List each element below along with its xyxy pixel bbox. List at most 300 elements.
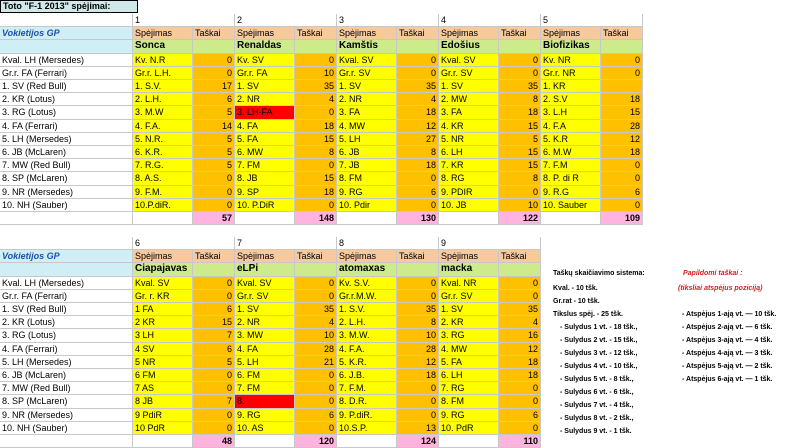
points-cell[interactable]: 35 — [397, 303, 439, 316]
prediction-cell[interactable]: 8. A.S. — [133, 172, 193, 185]
prediction-cell[interactable]: 8. RG — [439, 172, 499, 185]
prediction-cell[interactable]: Gr.r. SV — [439, 67, 499, 80]
prediction-cell[interactable]: 3. MW — [235, 329, 295, 342]
blank-cell[interactable] — [397, 263, 439, 276]
prediction-cell[interactable]: 2. L.H. — [133, 93, 193, 106]
player-name[interactable]: Sonca — [133, 40, 193, 53]
blank-cell[interactable] — [295, 40, 337, 53]
points-cell[interactable]: 18 — [295, 186, 337, 199]
prediction-cell[interactable]: 7. R.G. — [133, 159, 193, 172]
prediction-cell[interactable]: Gr.r. SV — [235, 290, 295, 303]
points-cell[interactable]: 35 — [295, 303, 337, 316]
points-cell[interactable]: 0 — [601, 159, 643, 172]
player-name[interactable]: eLPi — [235, 263, 295, 276]
points-cell[interactable]: 0 — [295, 106, 337, 119]
player-number[interactable]: 2 — [235, 14, 337, 27]
driver-row-label[interactable]: 1. SV (Red Bull) — [0, 303, 133, 316]
prediction-cell[interactable]: 2. NR — [235, 316, 295, 329]
points-cell[interactable]: 6 — [193, 93, 235, 106]
driver-row-label[interactable]: 7. MW (Red Bull) — [0, 382, 133, 395]
points-cell[interactable]: 0 — [295, 395, 337, 408]
prediction-cell[interactable]: Kval. NR — [439, 277, 499, 290]
prediction-cell[interactable]: Gr.r. L.H. — [133, 67, 193, 80]
prediction-cell[interactable]: 10.S.P. — [337, 422, 397, 435]
driver-row-label[interactable]: 8. SP (McLaren) — [0, 395, 133, 408]
prediction-cell[interactable]: 10. P.DiR — [235, 199, 295, 212]
prediction-cell[interactable]: 3. L.H — [541, 106, 601, 119]
prediction-cell[interactable]: 2. NR — [235, 93, 295, 106]
driver-row-label[interactable]: 10. NH (Sauber) — [0, 422, 133, 435]
blank-cell[interactable] — [439, 212, 499, 225]
prediction-cell[interactable]: 3. FA — [439, 106, 499, 119]
total-points[interactable]: 110 — [499, 435, 541, 448]
blank-cell[interactable] — [193, 40, 235, 53]
player-name[interactable]: Biofizikas — [541, 40, 601, 53]
blank-cell[interactable] — [601, 40, 643, 53]
points-cell[interactable]: 0 — [397, 277, 439, 290]
points-cell[interactable]: 0 — [193, 290, 235, 303]
blank-cell[interactable] — [337, 435, 397, 448]
prediction-cell[interactable]: 10.P.diR. — [133, 199, 193, 212]
points-cell[interactable]: 35 — [295, 80, 337, 93]
points-cell[interactable]: 0 — [601, 172, 643, 185]
column-header-points[interactable]: Taškai — [499, 27, 541, 40]
points-cell[interactable]: 7 — [193, 395, 235, 408]
points-cell[interactable]: 15 — [499, 120, 541, 133]
points-cell[interactable]: 6 — [295, 409, 337, 422]
prediction-cell[interactable]: 1. SV — [439, 80, 499, 93]
points-cell[interactable]: 15 — [295, 133, 337, 146]
column-header-points[interactable]: Taškai — [295, 27, 337, 40]
points-cell[interactable]: 5 — [193, 106, 235, 119]
blank-cell[interactable] — [193, 263, 235, 276]
points-cell[interactable]: 16 — [499, 329, 541, 342]
column-header-prediction[interactable]: Spėjimas — [133, 250, 193, 263]
race-name[interactable]: Vokietijos GP — [0, 250, 133, 263]
prediction-cell[interactable]: 8 JB — [133, 395, 193, 408]
prediction-cell[interactable]: 7. F.M — [541, 159, 601, 172]
points-cell[interactable]: 0 — [397, 395, 439, 408]
prediction-cell[interactable]: 5. NR — [439, 133, 499, 146]
points-cell[interactable]: 0 — [193, 54, 235, 67]
points-cell[interactable]: 18 — [397, 369, 439, 382]
column-header-points[interactable]: Taškai — [499, 250, 541, 263]
prediction-cell[interactable]: 3. FA — [337, 106, 397, 119]
driver-row-label[interactable]: 5. LH (Mersedes) — [0, 133, 133, 146]
prediction-cell[interactable]: 5. FA — [439, 356, 499, 369]
points-cell[interactable]: 10 — [295, 329, 337, 342]
player-name[interactable]: Edošius — [439, 40, 499, 53]
points-cell[interactable]: 0 — [499, 186, 541, 199]
prediction-cell[interactable]: 8. — [235, 395, 295, 408]
driver-row-label[interactable]: 6. JB (McLaren) — [0, 146, 133, 159]
blank-cell[interactable] — [499, 40, 541, 53]
driver-row-label[interactable]: 4. FA (Ferrari) — [0, 120, 133, 133]
driver-row-label[interactable]: 5. LH (Mersedes) — [0, 356, 133, 369]
points-cell[interactable]: 0 — [193, 172, 235, 185]
prediction-cell[interactable]: 4. MW — [337, 120, 397, 133]
prediction-cell[interactable]: Kval. SV — [235, 277, 295, 290]
column-header-prediction[interactable]: Spėjimas — [337, 27, 397, 40]
points-cell[interactable]: 7 — [193, 329, 235, 342]
prediction-cell[interactable]: 6. MW — [235, 146, 295, 159]
total-points[interactable]: 48 — [193, 435, 235, 448]
prediction-cell[interactable]: 1. S.V. — [133, 80, 193, 93]
column-header-prediction[interactable]: Spėjimas — [337, 250, 397, 263]
prediction-cell[interactable]: 5. N.R. — [133, 133, 193, 146]
prediction-cell[interactable]: 3. M.W — [133, 106, 193, 119]
points-cell[interactable]: 8 — [397, 146, 439, 159]
prediction-cell[interactable]: 7. FM — [235, 159, 295, 172]
blank-cell[interactable] — [499, 263, 541, 276]
points-cell[interactable]: 0 — [193, 422, 235, 435]
column-header-points[interactable]: Taškai — [601, 27, 643, 40]
prediction-cell[interactable]: 2 KR — [133, 316, 193, 329]
blank-cell[interactable] — [0, 435, 133, 448]
points-cell[interactable]: 14 — [193, 120, 235, 133]
prediction-cell[interactable]: Kv. S.V. — [337, 277, 397, 290]
prediction-cell[interactable]: 10. PdR — [439, 422, 499, 435]
prediction-cell[interactable]: 9. R.G — [541, 186, 601, 199]
points-cell[interactable]: 0 — [499, 54, 541, 67]
prediction-cell[interactable]: Gr.r. NR — [541, 67, 601, 80]
blank-cell[interactable] — [0, 40, 133, 53]
prediction-cell[interactable]: Kval. SV — [133, 277, 193, 290]
prediction-cell[interactable]: 9. RG — [337, 186, 397, 199]
prediction-cell[interactable]: 1. SV — [439, 303, 499, 316]
points-cell[interactable]: 5 — [193, 356, 235, 369]
driver-row-label[interactable]: 9. NR (Mersedes) — [0, 186, 133, 199]
prediction-cell[interactable]: 9. P.diR. — [337, 409, 397, 422]
prediction-cell[interactable]: Kval. SV — [439, 54, 499, 67]
points-cell[interactable]: 6 — [193, 303, 235, 316]
player-number[interactable]: 6 — [133, 237, 235, 250]
prediction-cell[interactable]: 5 NR — [133, 356, 193, 369]
blank-cell[interactable] — [235, 435, 295, 448]
prediction-cell[interactable]: 1. SV — [337, 80, 397, 93]
points-cell[interactable]: 5 — [193, 146, 235, 159]
prediction-cell[interactable]: 1. KR — [541, 80, 601, 93]
points-cell[interactable]: 12 — [499, 343, 541, 356]
points-cell[interactable]: 8 — [397, 316, 439, 329]
points-cell[interactable]: 4 — [499, 316, 541, 329]
total-points[interactable]: 57 — [193, 212, 235, 225]
prediction-cell[interactable]: 8. JB — [235, 172, 295, 185]
points-cell[interactable]: 28 — [397, 343, 439, 356]
points-cell[interactable]: 0 — [397, 172, 439, 185]
blank-cell[interactable] — [0, 14, 133, 27]
blank-cell[interactable] — [0, 237, 133, 250]
points-cell[interactable]: 6 — [601, 186, 643, 199]
blank-cell[interactable] — [235, 212, 295, 225]
prediction-cell[interactable]: 6. LH — [439, 369, 499, 382]
points-cell[interactable]: 35 — [397, 80, 439, 93]
driver-row-label[interactable]: 1. SV (Red Bull) — [0, 80, 133, 93]
total-points[interactable]: 124 — [397, 435, 439, 448]
player-number[interactable]: 5 — [541, 14, 643, 27]
points-cell[interactable]: 0 — [499, 290, 541, 303]
prediction-cell[interactable]: 3. M.W. — [337, 329, 397, 342]
points-cell[interactable]: 15 — [193, 316, 235, 329]
points-cell[interactable]: 35 — [499, 80, 541, 93]
points-cell[interactable]: 8 — [499, 172, 541, 185]
points-cell[interactable]: 5 — [193, 159, 235, 172]
prediction-cell[interactable]: 7. F.M. — [337, 382, 397, 395]
prediction-cell[interactable]: Kv. SV — [235, 54, 295, 67]
points-cell[interactable]: 18 — [295, 120, 337, 133]
column-header-prediction[interactable]: Spėjimas — [541, 27, 601, 40]
column-header-prediction[interactable]: Spėjimas — [133, 27, 193, 40]
points-cell[interactable]: 0 — [499, 382, 541, 395]
points-cell[interactable]: 15 — [601, 106, 643, 119]
prediction-cell[interactable]: 3. RG — [439, 329, 499, 342]
prediction-cell[interactable]: 5. LH — [235, 356, 295, 369]
prediction-cell[interactable]: 7. KR — [439, 159, 499, 172]
points-cell[interactable]: 18 — [397, 159, 439, 172]
points-cell[interactable]: 18 — [499, 356, 541, 369]
points-cell[interactable]: 10 — [397, 329, 439, 342]
prediction-cell[interactable]: 6 FM — [133, 369, 193, 382]
points-cell[interactable]: 15 — [295, 172, 337, 185]
player-name[interactable]: Kamštis — [337, 40, 397, 53]
points-cell[interactable]: 6 — [193, 343, 235, 356]
player-number[interactable]: 1 — [133, 14, 235, 27]
driver-row-label[interactable]: 2. KR (Lotus) — [0, 316, 133, 329]
points-cell[interactable]: 0 — [499, 67, 541, 80]
total-points[interactable]: 122 — [499, 212, 541, 225]
driver-row-label[interactable]: 9. NR (Mersedes) — [0, 409, 133, 422]
driver-row-label[interactable]: 3. RG (Lotus) — [0, 106, 133, 119]
points-cell[interactable]: 10 — [295, 67, 337, 80]
points-cell[interactable]: 0 — [193, 199, 235, 212]
prediction-cell[interactable]: 2. L.H. — [337, 316, 397, 329]
points-cell[interactable]: 0 — [295, 369, 337, 382]
prediction-cell[interactable]: 10. Sauber — [541, 199, 601, 212]
prediction-cell[interactable]: 7. RG — [439, 382, 499, 395]
prediction-cell[interactable]: 6. LH — [439, 146, 499, 159]
points-cell[interactable]: 13 — [397, 422, 439, 435]
prediction-cell[interactable]: 10. AS — [235, 422, 295, 435]
driver-row-label[interactable]: 6. JB (McLaren) — [0, 369, 133, 382]
points-cell[interactable]: 0 — [295, 54, 337, 67]
points-cell[interactable]: 0 — [295, 159, 337, 172]
points-cell[interactable]: 0 — [193, 409, 235, 422]
points-cell[interactable]: 18 — [601, 93, 643, 106]
prediction-cell[interactable]: 4. FA — [235, 343, 295, 356]
prediction-cell[interactable]: 3 LH — [133, 329, 193, 342]
points-cell[interactable]: 5 — [499, 133, 541, 146]
prediction-cell[interactable]: 2. S.V — [541, 93, 601, 106]
points-cell[interactable]: 0 — [193, 369, 235, 382]
points-cell[interactable]: 8 — [499, 93, 541, 106]
points-cell[interactable]: 35 — [499, 303, 541, 316]
prediction-cell[interactable]: 7. FM — [235, 382, 295, 395]
points-cell[interactable]: 28 — [601, 120, 643, 133]
prediction-cell[interactable]: 4 SV — [133, 343, 193, 356]
prediction-cell[interactable]: 10. JB — [439, 199, 499, 212]
points-cell[interactable]: 8 — [295, 146, 337, 159]
column-header-points[interactable]: Taškai — [295, 250, 337, 263]
prediction-cell[interactable]: 4. FA — [235, 120, 295, 133]
blank-cell[interactable] — [133, 435, 193, 448]
prediction-cell[interactable]: 4. F.A — [541, 120, 601, 133]
prediction-cell[interactable]: 6. J.B. — [337, 369, 397, 382]
blank-cell[interactable] — [439, 435, 499, 448]
points-cell[interactable]: 0 — [193, 277, 235, 290]
driver-row-label[interactable]: 3. RG (Lotus) — [0, 329, 133, 342]
player-name[interactable]: atomaxas — [337, 263, 397, 276]
points-cell[interactable]: 0 — [601, 54, 643, 67]
prediction-cell[interactable]: Kv. N.R — [133, 54, 193, 67]
points-cell[interactable]: 0 — [499, 277, 541, 290]
prediction-cell[interactable]: 6. M.W — [541, 146, 601, 159]
points-cell[interactable]: 0 — [295, 199, 337, 212]
prediction-cell[interactable]: 5. FA — [235, 133, 295, 146]
prediction-cell[interactable]: 5. K.R. — [337, 356, 397, 369]
points-cell[interactable]: 18 — [397, 106, 439, 119]
prediction-cell[interactable]: 8. FM — [337, 172, 397, 185]
driver-row-label[interactable]: Gr.r. FA (Ferrari) — [0, 67, 133, 80]
driver-row-label[interactable]: 7. MW (Red Bull) — [0, 159, 133, 172]
prediction-cell[interactable]: Gr.r. SV — [337, 67, 397, 80]
prediction-cell[interactable]: 1. SV — [235, 80, 295, 93]
points-cell[interactable]: 0 — [397, 409, 439, 422]
prediction-cell[interactable]: 1. SV — [235, 303, 295, 316]
prediction-cell[interactable]: 6. JB — [337, 146, 397, 159]
points-cell[interactable]: 4 — [295, 316, 337, 329]
prediction-cell[interactable]: 9. PDIR — [439, 186, 499, 199]
prediction-cell[interactable]: Gr.r. FA — [235, 67, 295, 80]
points-cell[interactable]: 0 — [193, 186, 235, 199]
points-cell[interactable]: 10 — [499, 199, 541, 212]
points-cell[interactable]: 0 — [397, 382, 439, 395]
prediction-cell[interactable]: 8. D.R. — [337, 395, 397, 408]
prediction-cell[interactable]: 10. Pdir — [337, 199, 397, 212]
points-cell[interactable]: 6 — [499, 409, 541, 422]
column-header-prediction[interactable]: Spėjimas — [235, 27, 295, 40]
points-cell[interactable]: 0 — [397, 67, 439, 80]
prediction-cell[interactable]: 4. F.A. — [133, 120, 193, 133]
race-name[interactable]: Vokietijos GP — [0, 27, 133, 40]
prediction-cell[interactable]: 2. KR — [439, 316, 499, 329]
points-cell[interactable]: 4 — [295, 93, 337, 106]
total-points[interactable]: 120 — [295, 435, 337, 448]
blank-cell[interactable] — [337, 212, 397, 225]
column-header-prediction[interactable]: Spėjimas — [439, 250, 499, 263]
player-number[interactable]: 3 — [337, 14, 439, 27]
points-cell[interactable]: 12 — [397, 356, 439, 369]
prediction-cell[interactable]: 1. S.V. — [337, 303, 397, 316]
blank-cell[interactable] — [133, 212, 193, 225]
total-points[interactable]: 109 — [601, 212, 643, 225]
points-cell[interactable]: 0 — [193, 67, 235, 80]
prediction-cell[interactable]: 8. FM — [439, 395, 499, 408]
prediction-cell[interactable]: Kv. NR — [541, 54, 601, 67]
blank-cell[interactable] — [541, 212, 601, 225]
column-header-points[interactable]: Taškai — [193, 250, 235, 263]
column-header-points[interactable]: Taškai — [397, 250, 439, 263]
prediction-cell[interactable]: 9. RG — [439, 409, 499, 422]
points-cell[interactable]: 0 — [397, 290, 439, 303]
points-cell[interactable]: 0 — [295, 290, 337, 303]
points-cell[interactable]: 0 — [295, 422, 337, 435]
points-cell[interactable]: 0 — [601, 199, 643, 212]
total-points[interactable]: 130 — [397, 212, 439, 225]
player-name[interactable]: Ciapajavas — [133, 263, 193, 276]
prediction-cell[interactable]: Gr.r.M.W. — [337, 290, 397, 303]
points-cell[interactable]: 0 — [499, 422, 541, 435]
prediction-cell[interactable]: 10 PdR — [133, 422, 193, 435]
driver-row-label[interactable]: Kval. LH (Mersedes) — [0, 277, 133, 290]
points-cell[interactable]: 0 — [295, 382, 337, 395]
points-cell[interactable]: 0 — [601, 67, 643, 80]
points-cell[interactable]: 12 — [601, 133, 643, 146]
prediction-cell[interactable]: 3. LH-FA — [235, 106, 295, 119]
prediction-cell[interactable]: 9 PdiR — [133, 409, 193, 422]
prediction-cell[interactable]: 6. K.R. — [133, 146, 193, 159]
points-cell[interactable]: 0 — [193, 382, 235, 395]
prediction-cell[interactable]: 2. MW — [439, 93, 499, 106]
driver-row-label[interactable]: Gr.r. FA (Ferrari) — [0, 290, 133, 303]
prediction-cell[interactable]: 6. FM — [235, 369, 295, 382]
driver-row-label[interactable]: Kval. LH (Mersedes) — [0, 54, 133, 67]
prediction-cell[interactable]: 9. RG — [235, 409, 295, 422]
prediction-cell[interactable]: 9. F.M. — [133, 186, 193, 199]
prediction-cell[interactable]: 4. MW — [439, 343, 499, 356]
player-name[interactable]: macka — [439, 263, 499, 276]
player-name[interactable]: Renaldas — [235, 40, 295, 53]
points-cell[interactable] — [601, 80, 643, 93]
player-number[interactable]: 4 — [439, 14, 541, 27]
blank-cell[interactable] — [0, 212, 133, 225]
prediction-cell[interactable]: 7. JB — [337, 159, 397, 172]
points-cell[interactable]: 15 — [499, 159, 541, 172]
prediction-cell[interactable]: Gr.r. SV — [439, 290, 499, 303]
total-points[interactable]: 148 — [295, 212, 337, 225]
driver-row-label[interactable]: 10. NH (Sauber) — [0, 199, 133, 212]
driver-row-label[interactable]: 2. KR (Lotus) — [0, 93, 133, 106]
points-cell[interactable]: 0 — [499, 395, 541, 408]
prediction-cell[interactable]: Gr. r. KR — [133, 290, 193, 303]
prediction-cell[interactable]: 5. K.R — [541, 133, 601, 146]
column-header-points[interactable]: Taškai — [193, 27, 235, 40]
player-number[interactable]: 7 — [235, 237, 337, 250]
points-cell[interactable]: 21 — [295, 356, 337, 369]
prediction-cell[interactable]: 8. P. di R — [541, 172, 601, 185]
points-cell[interactable]: 17 — [193, 80, 235, 93]
blank-cell[interactable] — [397, 40, 439, 53]
driver-row-label[interactable]: 4. FA (Ferrari) — [0, 343, 133, 356]
prediction-cell[interactable]: 4. F.A. — [337, 343, 397, 356]
points-cell[interactable]: 0 — [397, 199, 439, 212]
points-cell[interactable]: 18 — [499, 106, 541, 119]
prediction-cell[interactable]: 4. KR — [439, 120, 499, 133]
player-number[interactable]: 9 — [439, 237, 541, 250]
points-cell[interactable]: 28 — [295, 343, 337, 356]
blank-cell[interactable] — [295, 263, 337, 276]
prediction-cell[interactable]: Kval. SV — [337, 54, 397, 67]
prediction-cell[interactable]: 9. SP — [235, 186, 295, 199]
points-cell[interactable]: 12 — [397, 120, 439, 133]
blank-cell[interactable] — [0, 263, 133, 276]
driver-row-label[interactable]: 8. SP (McLaren) — [0, 172, 133, 185]
points-cell[interactable]: 18 — [499, 369, 541, 382]
prediction-cell[interactable]: 7 AS — [133, 382, 193, 395]
points-cell[interactable]: 6 — [397, 186, 439, 199]
prediction-cell[interactable]: 1 FA — [133, 303, 193, 316]
prediction-cell[interactable]: 2. NR — [337, 93, 397, 106]
points-cell[interactable]: 0 — [295, 277, 337, 290]
